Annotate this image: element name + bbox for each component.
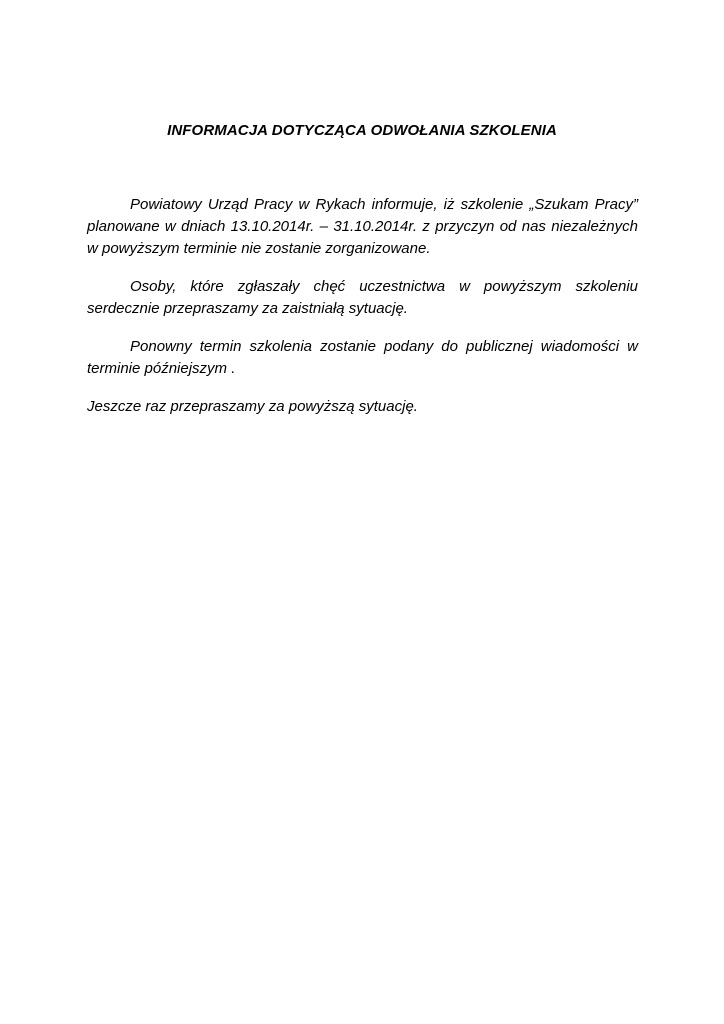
document-body xyxy=(87,194,638,418)
paragraph-new-date-notice: Ponowny termin szkolenia zostanie podany do publicznej wiadomości w terminie późniejszym . xyxy=(87,338,638,377)
paragraph-apology-participants: Osoby, które zgłaszały chęć uczestnictwa w powyższym szkoleniu serdecznie przepraszamy za zaistniałą sytuację. xyxy=(87,278,638,317)
paragraph-training-cancellation: Powiatowy Urząd Pracy w Rykach informuje, iż szkolenie „Szukam Pracy” planowane w dniach 13.10.2014r. – 31.10.2014r. z przyczyn od nas niezależnych w powyższym terminie nie zostanie zorganizowane. xyxy=(87,196,638,257)
paragraph-final-apology: Jeszcze raz przepraszamy za powyższą sytuację. xyxy=(87,398,418,415)
document-title: INFORMACJA DOTYCZĄCA ODWOŁANIA SZKOLENIA xyxy=(167,122,557,139)
